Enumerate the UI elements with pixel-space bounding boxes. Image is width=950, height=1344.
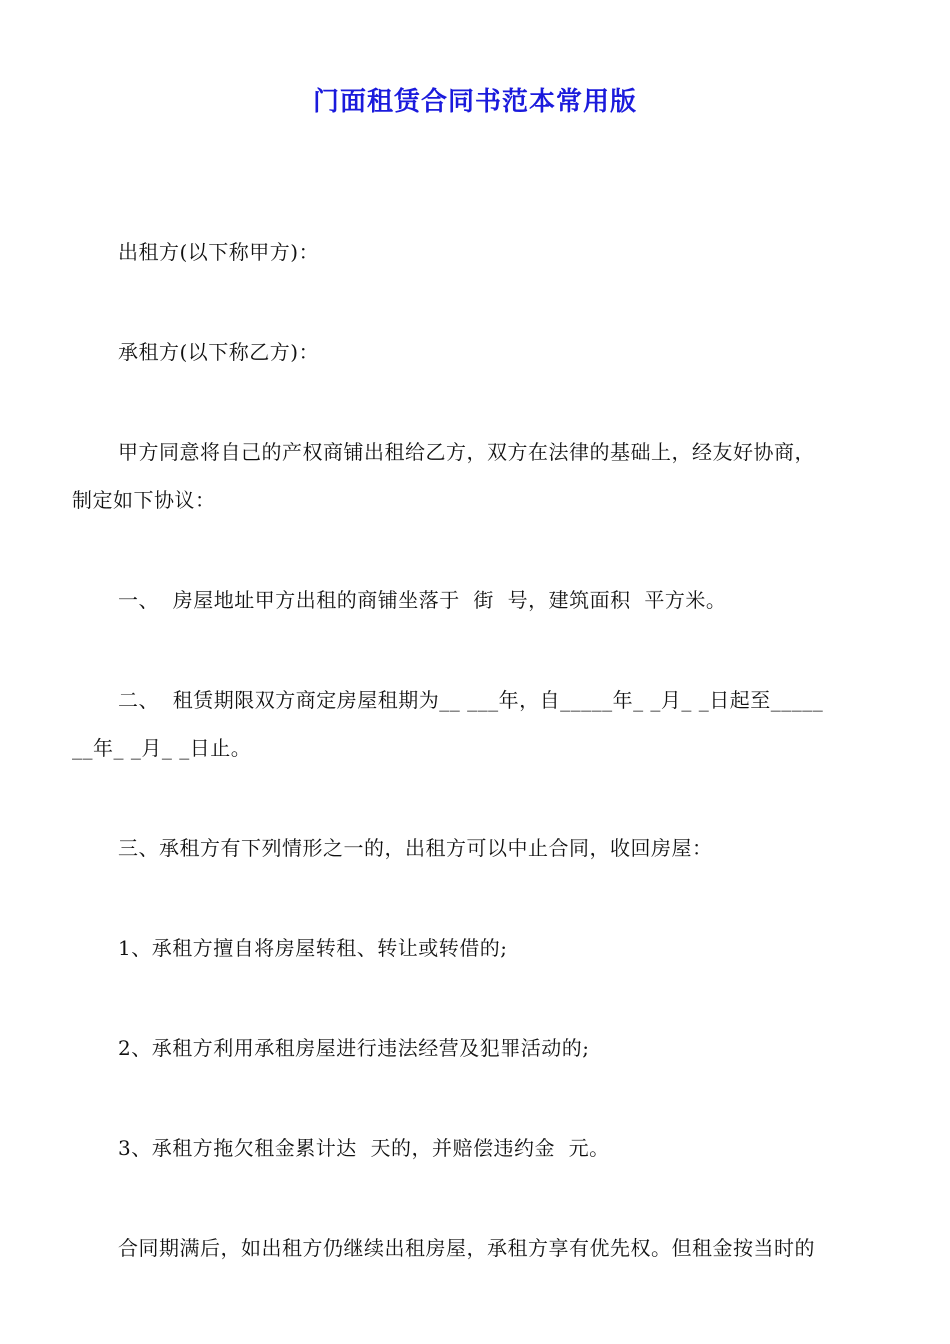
intro-paragraph-line-2: 制定如下协议： [72, 488, 216, 512]
clause-3-termination: 三、承租方有下列情形之一的，出租方可以中止合同，收回房屋： [118, 836, 713, 860]
lessee-line: 承租方(以下称乙方)： [118, 340, 320, 364]
list-item-2: 2、承租方利用承租房屋进行违法经营及犯罪活动的; [118, 1036, 590, 1060]
intro-paragraph-line-1: 甲方同意将自己的产权商铺出租给乙方，双方在法律的基础上，经友好协商， [118, 440, 815, 464]
clause-2-term-line-1: 二、 租赁期限双方商定房屋租期为__ ___年，自_____年_ _月_ _日起至_____ [118, 688, 824, 712]
lessor-line: 出租方(以下称甲方)： [118, 240, 320, 264]
renewal-paragraph-line-1: 合同期满后，如出租方仍继续出租房屋，承租方享有优先权。但租金按当时的 [118, 1236, 815, 1260]
clause-2-term-line-2: __年_ _月_ _日止。 [72, 736, 252, 760]
list-item-1: 1、承租方擅自将房屋转租、转让或转借的; [118, 936, 508, 960]
document-title: 门面租赁合同书范本常用版 [312, 87, 637, 117]
clause-1-address: 一、 房屋地址甲方出租的商铺坐落于 街 号，建筑面积 平方米。 [118, 588, 727, 612]
list-item-3: 3、承租方拖欠租金累计达 天的，并赔偿违约金 元。 [118, 1136, 610, 1160]
